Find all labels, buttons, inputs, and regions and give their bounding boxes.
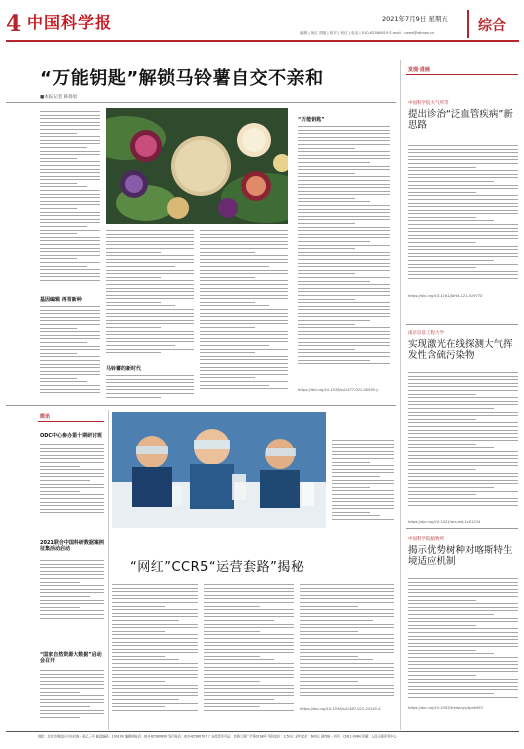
- main-text-col-4: [298, 126, 390, 380]
- photo-caption: [332, 440, 394, 524]
- main-text-col-2b: [106, 375, 194, 400]
- page-number: 4: [6, 11, 22, 37]
- main-article-link[interactable]: https://doi.org/10.1038/s41477-021-00930-y: [298, 388, 379, 392]
- subheading-1: “万能钥匙”: [298, 117, 325, 123]
- footer-rule: [6, 731, 519, 732]
- feature-link[interactable]: https://doi.org/10.1038/s41467-021-24145-4: [300, 707, 381, 711]
- right-column-label: 发现·进展: [408, 67, 430, 73]
- right-article1-body: [408, 145, 518, 285]
- right-article2-headline: 实现激光在线探测大气挥发性含硫污染物: [408, 339, 513, 361]
- potato-photo-illustration: [106, 108, 288, 224]
- paper-logo: 中国科学报: [27, 13, 113, 32]
- main-byline: ■本报记者 韩扬眉: [40, 95, 78, 100]
- right-article3-body: [408, 578, 518, 702]
- lab-photo-illustration: [112, 412, 326, 528]
- right-rule-1: [406, 324, 518, 325]
- footer-text: 地址：北京市海淀区中关村南一条乙三号 邮政编码：100190 编辑部电话：010-62580699 发行电话：010-62580707 广告经营许可证：京海工商广字第0198号 每份定价：2.50元 全年定价：600元 国内统一刊号：CN11-0084 印刷：人民日报印务中心: [38, 735, 397, 739]
- brief2-body: [40, 560, 104, 620]
- right-article2-link[interactable]: https://doi.org/10.1021/acs.est.1c01234: [408, 520, 481, 524]
- column-divider: [400, 60, 401, 730]
- main-headline: “万能钥匙”解锁马铃薯自交不亲和: [40, 68, 324, 89]
- feature-text-col-3: [300, 584, 394, 702]
- right-article1-headline: 提出诊治“泛血管疾病”新思路: [408, 109, 513, 131]
- subheading-3: 马铃薯的新时代: [106, 366, 142, 372]
- headline-rule: [6, 102, 396, 103]
- brief3-headline: “国家自然资源大数据”启动会召开: [40, 652, 102, 664]
- briefs-divider: [108, 410, 109, 730]
- feature-headline: “网红”CCR5“运营套路”揭秘: [130, 560, 305, 575]
- right-article3-source: 中国科学院植物所: [408, 537, 444, 542]
- right-rule-2: [406, 528, 518, 529]
- main-text-col-3: [200, 230, 288, 400]
- feature-text-col-2: [204, 584, 294, 716]
- feature-text-col-1: [112, 584, 198, 716]
- right-article1-source: 中国科学院大气所等: [408, 101, 449, 106]
- masthead-rule: [6, 40, 519, 42]
- lab-photo: [112, 412, 326, 528]
- main-article-bottom-rule: [6, 405, 396, 406]
- briefs-rule: [38, 421, 104, 422]
- right-article3-headline: 揭示优势树种对喀斯特生境适应机制: [408, 545, 513, 567]
- brief2-headline: 2021联合中国科研数据案例征集活动启动: [40, 540, 104, 552]
- right-article2-source: 南京信息工程大学: [408, 331, 444, 336]
- briefs-label: 简讯: [40, 414, 51, 420]
- right-article1-link[interactable]: https://doi.org/10.1161/JAHA.121.019770: [408, 294, 483, 298]
- right-label-rule: [406, 74, 518, 75]
- subheading-2: 基因编辑 再育新种: [40, 297, 82, 303]
- contact-line: 编辑 | 何红 胡瑞 | 校对 | 何红 | 电话 | 010-62580619 E-mail：news@stimes.cn: [300, 31, 435, 35]
- main-photo: [106, 108, 288, 224]
- main-text-col-1a: [40, 111, 100, 289]
- section-title: 综合: [478, 18, 506, 34]
- date-line: 2021年7月9日 星期五: [382, 15, 448, 23]
- brief1-headline: ODC中心参办第十期研讨班: [40, 433, 103, 439]
- main-text-col-2a: [106, 230, 194, 360]
- main-text-col-1b: [40, 306, 100, 400]
- brief1-body: [40, 444, 104, 518]
- brief3-body: [40, 670, 104, 722]
- right-article2-body: [408, 372, 518, 512]
- right-article3-link[interactable]: https://doi.org/10.1093/treephys/tpab093: [408, 706, 483, 710]
